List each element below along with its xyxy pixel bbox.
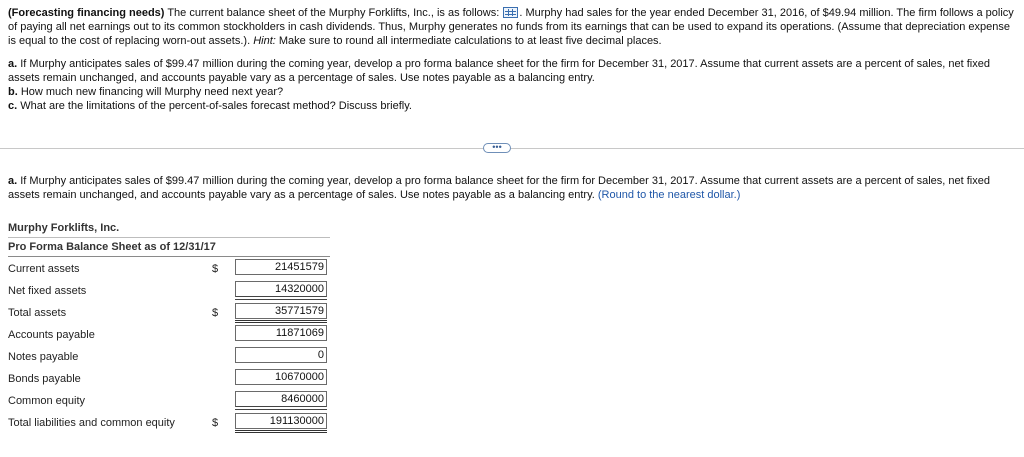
- section-divider: [0, 148, 1024, 149]
- problem-text-1: The current balance sheet of the Murphy Forklifts, Inc., is as follows:: [164, 7, 503, 19]
- total-assets-input[interactable]: 35771579: [235, 303, 327, 319]
- total-liabilities-equity-input[interactable]: 191130000: [235, 413, 327, 429]
- question-a-text: If Murphy anticipates sales of $99.47 million during the coming year, develop a pro forma balance sheet for the firm for December 31, 2017. Assume that current assets are a percent of sales, net fixed assets remain unchanged, and accounts payable vary as a percentage of sales. Use notes payable as a balancing entry.: [8, 57, 990, 84]
- pro-forma-balance-sheet: [8, 219, 330, 433]
- problem-intro: [8, 6, 1016, 49]
- question-a-label: a.: [8, 57, 18, 70]
- question-b-label: b.: [8, 86, 18, 99]
- row-label: Notes payable: [8, 351, 79, 363]
- dollar-sign: $: [212, 263, 219, 275]
- dollar-sign: $: [212, 417, 219, 429]
- common-equity-input[interactable]: 8460000: [235, 391, 327, 407]
- hint-text: Make sure to round all intermediate calculations to at least five decimal places.: [275, 35, 662, 48]
- row-label: Bonds payable: [8, 373, 81, 385]
- row-accounts-payable: [8, 323, 330, 345]
- bonds-payable-input[interactable]: 10670000: [235, 369, 327, 385]
- row-label: Common equity: [8, 395, 86, 407]
- row-net-fixed-assets: [8, 279, 330, 301]
- grid-table-icon[interactable]: [503, 7, 518, 18]
- rounding-instruction: (Round to the nearest dollar.): [597, 189, 741, 202]
- part-a-label: a.: [8, 175, 18, 187]
- question-b: [8, 85, 1016, 99]
- question-c-text: What are the limitations of the percent-of-sales forecast method? Discuss briefly.: [17, 100, 412, 113]
- row-label: Total assets: [8, 307, 67, 319]
- row-label: Current assets: [8, 263, 80, 275]
- question-b-text: How much new financing will Murphy need next year?: [17, 86, 284, 99]
- row-notes-payable: [8, 345, 330, 367]
- question-c: [8, 99, 1016, 113]
- notes-payable-input[interactable]: 0: [235, 347, 327, 363]
- question-a: [8, 57, 1016, 85]
- row-common-equity: [8, 389, 330, 411]
- row-label: Net fixed assets: [8, 285, 87, 297]
- row-bonds-payable: [8, 367, 330, 389]
- row-total-liabilities-equity: [8, 411, 330, 433]
- accounts-payable-input[interactable]: 11871069: [235, 325, 327, 341]
- question-c-label: c.: [8, 100, 18, 113]
- row-label: Total liabilities and common equity: [8, 417, 175, 429]
- problem-text-2: . Murphy had sales for the year ended December 31, 2016, of $49.94 million. The firm follows a policy of paying all net earnings out to its common stockholders in cash dividends. Thus, Murphy generates no funds from its earnings that can be used to expand its operations. (Assume that depreciation expense is equal to the cost of replacing worn-out assets.).: [8, 7, 1014, 48]
- problem-statement: [8, 6, 1016, 113]
- net-fixed-assets-input[interactable]: 14320000: [235, 281, 327, 297]
- part-a-prompt: [8, 174, 1016, 202]
- row-current-assets: [8, 257, 330, 279]
- current-assets-input[interactable]: 21451579: [235, 259, 327, 275]
- expand-more-button[interactable]: •••: [483, 143, 511, 153]
- dollar-sign: $: [212, 307, 219, 319]
- sheet-title: Pro Forma Balance Sheet as of 12/31/17: [8, 238, 330, 257]
- row-total-assets: [8, 301, 330, 323]
- part-a-text: If Murphy anticipates sales of $99.47 million during the coming year, develop a pro forma balance sheet for the firm for December 31, 2017. Assume that current assets are a percent of sales, net fixed assets remain unchanged, and accounts payable vary as a percentage of sales. Use notes payable as a balancing entry.: [8, 175, 990, 202]
- company-name: Murphy Forklifts, Inc.: [8, 219, 330, 238]
- problem-title: (Forecasting financing needs): [8, 7, 165, 19]
- row-label: Accounts payable: [8, 329, 95, 341]
- hint-label: Hint:: [253, 35, 276, 48]
